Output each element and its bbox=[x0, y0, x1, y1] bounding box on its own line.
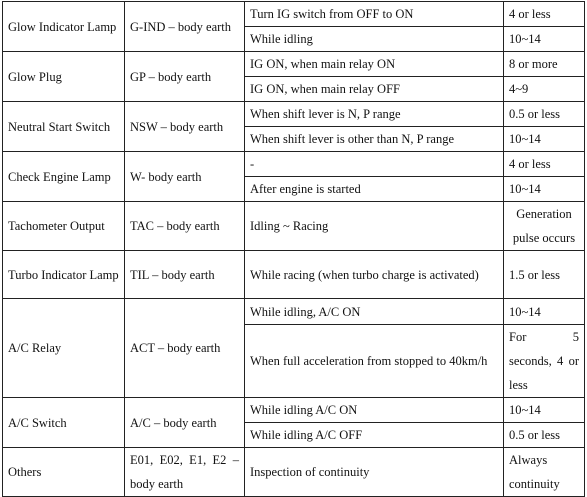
value-cell: 4 or less bbox=[504, 152, 585, 177]
condition-cell: While idling, A/C ON bbox=[245, 299, 504, 325]
table-row bbox=[3, 152, 585, 177]
table-row bbox=[3, 102, 585, 127]
table-row bbox=[3, 398, 585, 423]
condition-cell: While idling A/C ON bbox=[245, 398, 504, 423]
table-row bbox=[3, 202, 585, 251]
table-row bbox=[3, 52, 585, 77]
value-cell: Always continuity bbox=[504, 448, 585, 497]
value-cell: 10~14 bbox=[504, 27, 585, 52]
terminal-inspection-table bbox=[2, 1, 585, 497]
item-cell: Turbo Indicator Lamp bbox=[3, 251, 125, 299]
item-cell: Glow Plug bbox=[3, 52, 125, 102]
table-row bbox=[3, 299, 585, 325]
condition-cell: When full acceleration from stopped to 40km/h bbox=[245, 325, 504, 398]
item-cell: A/C Relay bbox=[3, 299, 125, 398]
value-cell: 8 or more bbox=[504, 52, 585, 77]
value-cell: 10~14 bbox=[504, 398, 585, 423]
condition-cell: While idling A/C OFF bbox=[245, 423, 504, 448]
item-cell: Check Engine Lamp bbox=[3, 152, 125, 202]
value-cell: 4~9 bbox=[504, 77, 585, 102]
condition-cell: Inspection of continuity bbox=[245, 448, 504, 497]
condition-cell: - bbox=[245, 152, 504, 177]
terminal-cell: W- body earth bbox=[125, 152, 245, 202]
table-row bbox=[3, 448, 585, 497]
value-cell: 10~14 bbox=[504, 177, 585, 202]
terminal-cell: ACT – body earth bbox=[125, 299, 245, 398]
value-cell: 0.5 or less bbox=[504, 102, 585, 127]
value-cell: 0.5 or less bbox=[504, 423, 585, 448]
condition-cell: IG ON, when main relay OFF bbox=[245, 77, 504, 102]
item-cell: Tachometer Output bbox=[3, 202, 125, 251]
item-cell: Glow Indicator Lamp bbox=[3, 2, 125, 52]
condition-cell: While idling bbox=[245, 27, 504, 52]
table-row bbox=[3, 2, 585, 27]
item-cell: Neutral Start Switch bbox=[3, 102, 125, 152]
terminal-cell: GP – body earth bbox=[125, 52, 245, 102]
terminal-cell: TAC – body earth bbox=[125, 202, 245, 251]
table-row bbox=[3, 251, 585, 299]
value-cell: 1.5 or less bbox=[504, 251, 585, 299]
condition-cell: IG ON, when main relay ON bbox=[245, 52, 504, 77]
terminal-cell: G-IND – body earth bbox=[125, 2, 245, 52]
condition-cell: After engine is started bbox=[245, 177, 504, 202]
terminal-cell: NSW – body earth bbox=[125, 102, 245, 152]
condition-cell: When shift lever is N, P range bbox=[245, 102, 504, 127]
condition-cell: When shift lever is other than N, P range bbox=[245, 127, 504, 152]
value-cell: 4 or less bbox=[504, 2, 585, 27]
value-cell: 10~14 bbox=[504, 127, 585, 152]
value-cell: 10~14 bbox=[504, 299, 585, 325]
value-cell: For 5 seconds, 4 or less bbox=[504, 325, 585, 398]
terminal-cell: TIL – body earth bbox=[125, 251, 245, 299]
condition-cell: Idling ~ Racing bbox=[245, 202, 504, 251]
terminal-cell: E01, E02, E1, E2 – body earth bbox=[125, 448, 245, 497]
item-cell: Others bbox=[3, 448, 125, 497]
condition-cell: While racing (when turbo charge is activated) bbox=[245, 251, 504, 299]
terminal-cell: A/C – body earth bbox=[125, 398, 245, 448]
condition-cell: Turn IG switch from OFF to ON bbox=[245, 2, 504, 27]
item-cell: A/C Switch bbox=[3, 398, 125, 448]
value-cell: Generation pulse occurs bbox=[504, 202, 585, 251]
